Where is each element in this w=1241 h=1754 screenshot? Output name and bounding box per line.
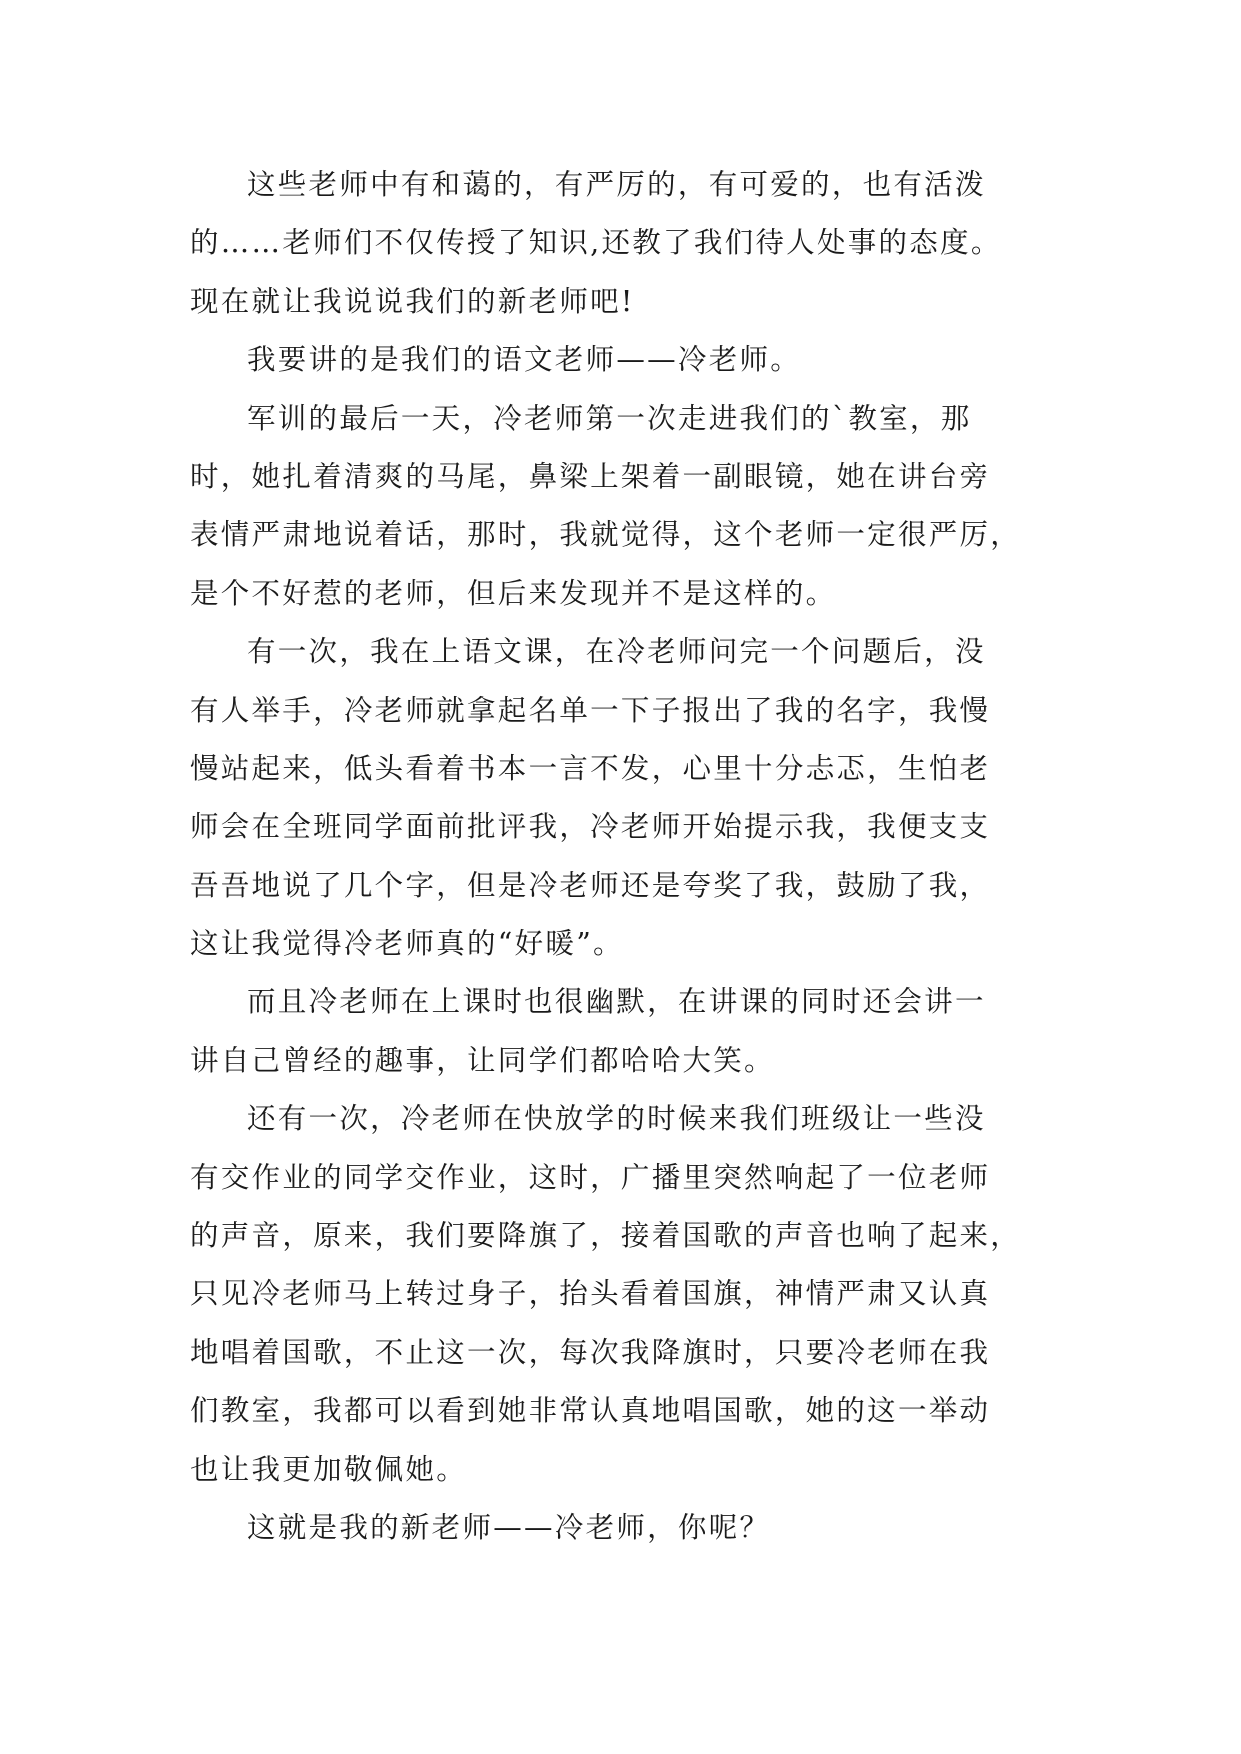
text-line: 的……老师们不仅传授了知识,还教了我们待人处事的态度。 — [190, 226, 1002, 260]
text-line: 师会在全班同学面前批评我，冷老师开始提示我，我便支支 — [190, 810, 991, 844]
text-line: 们教室，我都可以看到她非常认真地唱国歌，她的这一举动 — [190, 1394, 991, 1428]
text-line: 还有一次，冷老师在快放学的时候来我们班级让一些没 — [247, 1102, 986, 1136]
text-line: 也让我更加敬佩她。 — [190, 1452, 468, 1486]
text-line: 这让我觉得冷老师真的“好暖”。 — [190, 927, 624, 961]
text-line: 军训的最后一天，冷老师第一次走进我们的`教室，那 — [247, 401, 972, 435]
text-line: 是个不好惹的老师，但后来发现并不是这样的。 — [190, 576, 837, 610]
text-line: 有一次，我在上语文课，在冷老师问完一个问题后，没 — [247, 635, 986, 669]
text-line: 讲自己曾经的趣事，让同学们都哈哈大笑。 — [190, 1043, 775, 1077]
text-line: 有人举手，冷老师就拿起名单一下子报出了我的名字，我慢 — [190, 693, 991, 727]
text-line: 有交作业的同学交作业，这时，广播里突然响起了一位老师 — [190, 1160, 991, 1194]
essay-body — [190, 156, 1060, 1557]
text-line: 现在就让我说说我们的新老师吧! — [190, 284, 635, 318]
text-line: 这就是我的新老师——冷老师，你呢？ — [247, 1510, 771, 1544]
text-line: 地唱着国歌，不止这一次，每次我降旗时，只要冷老师在我 — [190, 1335, 991, 1369]
text-line: 而且冷老师在上课时也很幽默，在讲课的同时还会讲一 — [247, 985, 986, 1019]
text-line: 的声音，原来，我们要降旗了，接着国歌的声音也响了起来， — [190, 1219, 1022, 1253]
text-line: 我要讲的是我们的语文老师——冷老师。 — [247, 343, 802, 377]
text-line: 这些老师中有和蔼的，有严厉的，有可爱的，也有活泼 — [247, 168, 986, 201]
text-line: 慢站起来，低头看着书本一言不发，心里十分忐忑，生怕老 — [190, 751, 991, 785]
text-line: 时，她扎着清爽的马尾，鼻梁上架着一副眼镜，她在讲台旁 — [190, 459, 991, 493]
text-line: 只见冷老师马上转过身子，抬头看着国旗，神情严肃又认真 — [190, 1277, 991, 1311]
text-line: 表情严肃地说着话，那时，我就觉得，这个老师一定很严厉， — [190, 518, 1022, 552]
text-line: 吾吾地说了几个字，但是冷老师还是夸奖了我，鼓励了我， — [190, 868, 991, 902]
